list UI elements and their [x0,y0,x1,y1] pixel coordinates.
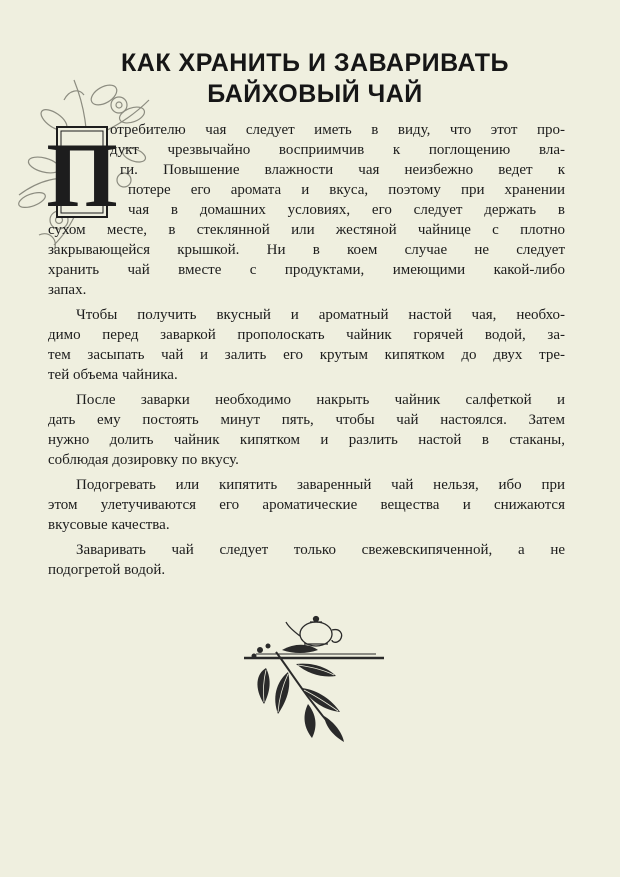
page-title [90,48,540,110]
text-line: димо перед заваркой прополоскать чайник горячей водой, за- [48,327,565,343]
text-line: Чтобы получить вкусный и ароматный настой чая, необхо- [76,307,565,323]
text-line: закрывающейся крышкой. Ни в коем случае не следует [48,242,565,258]
text-line: нужно долить чайник кипятком и разлить настой в стаканы, [48,432,565,448]
text-line: сухом месте, в стеклянной или жестяной чайнице с плотно [48,222,565,238]
text-line: подогретой водой. [48,562,166,578]
dropcap-letter: П [46,124,118,226]
text-line: запах. [48,282,87,298]
text-line: дукт чрезвычайно восприимчив к поглощению вла- [110,142,565,158]
text-line: хранить чай вместе с продуктами, имеющими какой-либо [48,262,565,278]
text-line: Заваривать чай следует только свежевскипяченной, а не [76,542,565,558]
text-line: После заварки необходимо накрыть чайник салфеткой и [76,392,565,408]
title-line-1: КАК ХРАНИТЬ И ЗАВАРИВАТЬ [121,49,509,77]
title-line-2: БАЙХОВЫЙ ЧАЙ [207,80,423,108]
text-line: Подогревать или кипятить заваренный чай нельзя, ибо при [76,477,565,493]
dropcap [46,124,118,226]
text-line: чая в домашних условиях, его следует держать в [128,202,565,218]
text-line: вкусовые качества. [48,517,170,533]
text-line: дать ему постоять минут пять, чтобы чай настоялся. Затем [48,412,565,428]
text-line: ги. Повышение влажности чая неизбежно ведет к [120,162,565,178]
text-line: этом улетучиваются его ароматические вещества и снижаются [48,497,565,513]
text-line: потере его аромата и вкуса, поэтому при хранении [128,182,565,198]
teapot-branch-ornament-icon [236,612,388,744]
text-line: соблюдая дозировку по вкусу. [48,452,239,468]
text-line: тем засыпать чай и залить его крутым кипятком до двух тре- [48,347,565,363]
text-line: отребителю чая следует иметь в виду, что этот про- [110,122,565,138]
text-line: тей объема чайника. [48,367,178,383]
